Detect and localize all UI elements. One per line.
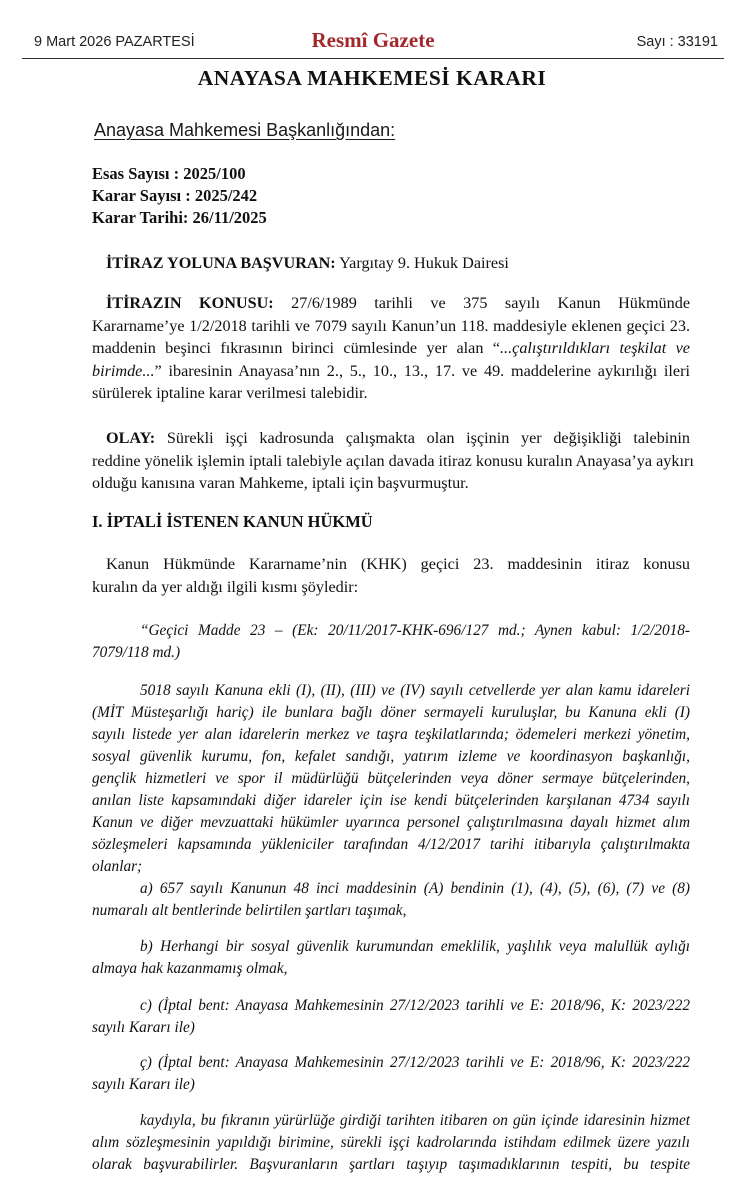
decision-number: Karar Sayısı : 2025/242 <box>92 186 258 205</box>
event-paragraph <box>92 427 694 495</box>
event-label: OLAY: <box>106 429 156 447</box>
esas-number: Esas Sayısı : 2025/100 <box>92 164 246 183</box>
subject-label: İTİRAZIN KONUSU: <box>106 294 274 312</box>
clause-line: sayılı Kararı ile) <box>92 1019 195 1036</box>
quote-conclusion <box>92 1110 690 1176</box>
publication-title: Resmî Gazete <box>311 28 435 52</box>
issuing-authority: Anayasa Mahkemesi Başkanlığından: <box>94 120 396 140</box>
clause-cc <box>92 1052 690 1096</box>
quote-line: Kanun ve diğer mevzuattaki hükümler uyarınca personel çalıştırılmasına dayalı hizmet alım <box>92 814 690 831</box>
intro-line: Kanun Hükmünde Kararname’nin (KHK) geçici 23. maddesinin itiraz konusu <box>106 555 690 573</box>
section-intro <box>92 553 690 598</box>
quote-line: gençlik hizmetleri ve spor il müdürlüğü bütçelerinden veya döner sermaye bütçelerinden, <box>92 770 690 787</box>
subject-line: sürülerek iptaline karar verilmesi talebidir. <box>92 384 368 402</box>
clause-line: ç) (İptal bent: Anayasa Mahkemesinin 27/12/2023 tarihli ve E: 2018/96, K: 2023/222 <box>140 1054 690 1071</box>
quote-line: sayılı listede yer alan idarelerin merkez ve taşra teşkilatlarında; ödemeleri merkezi yönetim, <box>92 726 690 743</box>
quoted-article-heading <box>92 620 690 664</box>
issue-number: Sayı : 33191 <box>636 34 718 50</box>
quote-line: anılan liste kapsamındaki diğer idareler için ise kendi bütçelerinden karşılanan 4734 sayılı <box>92 792 690 809</box>
applicant-value: Yargıtay 9. Hukuk Dairesi <box>335 254 509 272</box>
clause-a <box>92 878 690 922</box>
clause-line: c) (İptal bent: Anayasa Mahkemesinin 27/12/2023 tarihli ve E: 2018/96, K: 2023/222 <box>140 997 690 1014</box>
clause-c <box>92 995 690 1039</box>
quote-line: 5018 sayılı Kanuna ekli (I), (II), (III) ve (IV) sayılı cetvellerde yer alan kamu idareleri <box>140 682 690 699</box>
issue-date: 9 Mart 2026 PAZARTESİ <box>34 34 195 50</box>
section-heading: I. İPTALİ İSTENEN KANUN HÜKMÜ <box>92 512 373 531</box>
quote-line: olarak başvurabilirler. Başvuranların şartları taşıyıp taşımadıklarının tespiti, bu tespite <box>92 1156 690 1173</box>
decision-date: Karar Tarihi: 26/11/2025 <box>92 208 267 227</box>
intro-line: kuralın da yer aldığı ilgili kısmı şöyledir: <box>92 577 359 596</box>
event-line: reddine yönelik işlemin iptali talebiyle açılan davada itiraz konusu kuralın Anayasa’ya aykırı <box>92 451 694 470</box>
applicant-label: İTİRAZ YOLUNA BAŞVURAN: <box>106 254 336 272</box>
clause-line: b) Herhangi bir sosyal güvenlik kurumundan emeklilik, yaşlılık veya malullük aylığı <box>140 938 690 955</box>
subject-line: Kararname’ye 1/2/2018 tarihli ve 7079 sayılı Kanun’un 118. maddesiyle eklenen geçici 23. <box>92 316 690 335</box>
document-title: ANAYASA MAHKEMESİ KARARI <box>197 66 547 90</box>
quoted-phrase: ...çalıştırıldıkları teşkilat ve <box>500 339 690 357</box>
event-line: Sürekli işçi kadrosunda çalışmakta olan işçinin yer değişikliği talebinin <box>155 429 690 447</box>
quote-line: olanlar; <box>92 858 143 875</box>
quote-line: alım sözleşmesinin yapıldığı birimine, sürekli işçi kadrolarında istihdam edilmek üzere yazılı <box>92 1134 690 1151</box>
subject-line: ” ibaresinin Anayasa’nın 2., 5., 10., 13., 17. ve 49. maddelerine aykırılığı ileri <box>154 361 690 380</box>
quote-line: 7079/118 md.) <box>92 644 181 661</box>
subject-line: maddenin beşinci fıkrasının birinci cümlesinde yer alan “ <box>92 339 500 357</box>
clause-line: almaya hak kazanmamış olmak, <box>92 960 288 977</box>
clause-line: a) 657 sayılı Kanunun 48 inci maddesinin (A) bendinin (1), (4), (5), (6), (7) ve (8) <box>140 880 690 897</box>
quote-line: (MİT Müsteşarlığı hariç) ile bunlara bağlı döner sermayeli kuruluşlar, bu Kanuna ekli (I) <box>92 704 690 721</box>
quoted-phrase: birimde... <box>92 361 155 380</box>
quote-line: “Geçici Madde 23 – (Ek: 20/11/2017-KHK-696/127 md.; Aynen kabul: 1/2/2018- <box>140 622 690 639</box>
quote-line: kaydıyla, bu fıkranın yürürlüğe girdiği tarihten itibaren on gün içinde idaresinin hizmet <box>140 1112 690 1129</box>
clause-line: sayılı Kararı ile) <box>92 1076 195 1093</box>
gazette-header <box>22 28 724 59</box>
subject-paragraph <box>92 292 690 405</box>
subject-line: 27/6/1989 tarihli ve 375 sayılı Kanun Hükmünde <box>273 294 690 312</box>
clause-b <box>92 936 690 980</box>
quote-line: sosyal güvenlik kurumu, fon, kefalet sandığı, yatırım izleme ve koordinasyon başkanlığı, <box>92 748 690 765</box>
quote-line: sözleşmeleri kapsamında yükleniciler tarafından 4/12/2017 tarihi itibarıyla çalıştırılmakta <box>92 836 690 853</box>
quoted-article-body <box>92 680 690 878</box>
clause-line: numaralı alt bentlerinde belirtilen şartları taşımak, <box>92 902 407 919</box>
applicant-paragraph <box>92 252 690 275</box>
event-line: olduğu kanısına varan Mahkeme, iptali için başvurmuştur. <box>92 474 469 492</box>
